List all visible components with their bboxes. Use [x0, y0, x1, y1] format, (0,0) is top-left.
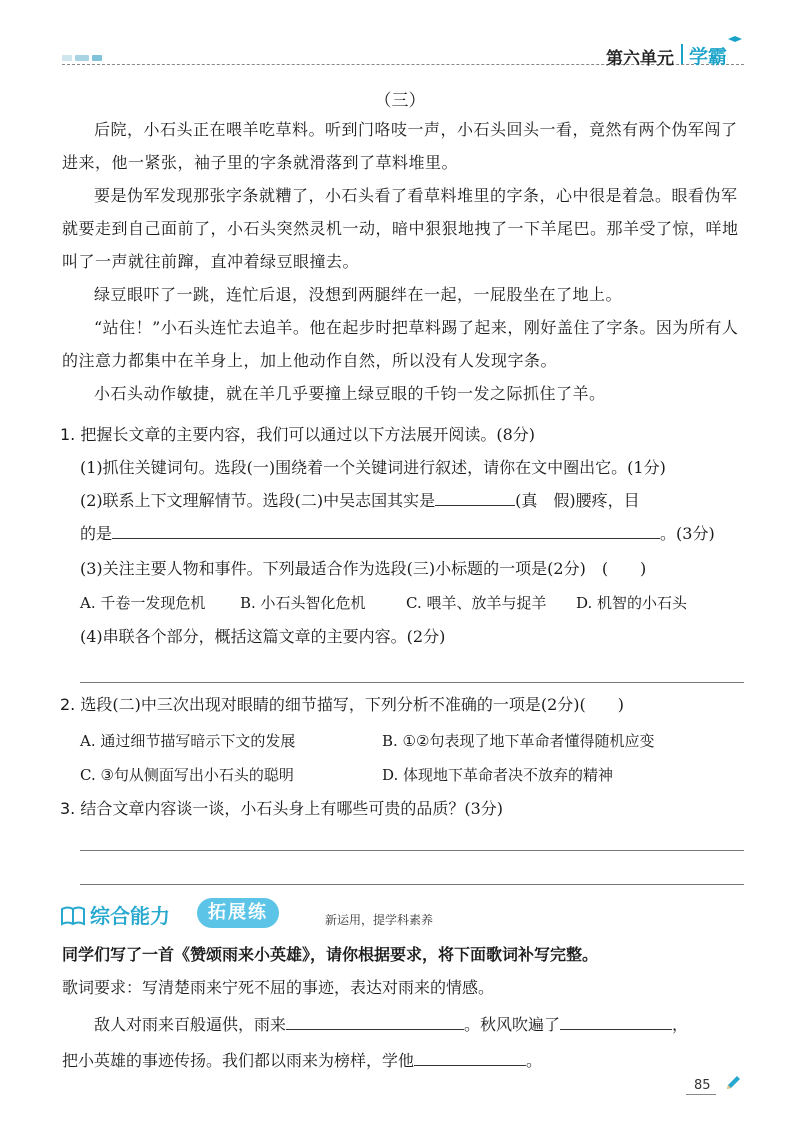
question-text: 结合文章内容谈一谈，小石头身上有哪些可贵的品质？(3分)	[80, 799, 504, 818]
option-a[interactable]: A. 千卷一发现危机	[80, 594, 206, 612]
section-title: （三）	[374, 91, 426, 111]
q1-sub-1: (1)抓住关键词句。选段(一)围绕着一个关键词进行叙述，请你在文中圈出它。(1分)	[80, 458, 666, 477]
lyric-text: 。	[526, 1051, 543, 1070]
q1-sub-2-purpose	[80, 517, 750, 550]
lyric-text: 把小英雄的事迹传扬。我们都以雨来为榜样，学他	[62, 1051, 415, 1070]
option-b[interactable]: B. 小石头智化危机	[240, 594, 366, 612]
q2-options-row-2	[80, 764, 613, 785]
answer-blank[interactable]	[435, 487, 515, 506]
unit-label: 第六单元	[606, 49, 674, 69]
option-b[interactable]: B. ①②句表现了地下革命者懂得随机应变	[382, 732, 655, 750]
lyric-text: ，	[672, 1015, 689, 1034]
footer-rule	[686, 1094, 716, 1095]
passage-paragraph-4: “站住！”小石头连忙去追羊。他在起步时把草料踢了起来，刚好盖住了字条。因为所有人的注意力都集中在羊身上，加上他动作自然，所以没有人发现字条。	[62, 318, 739, 370]
passage-paragraph-1: 后院，小石头正在喂羊吃草料。听到门咯吱一声，小石头回头一看，竟然有两个伪军闯了进来，他一紧张，袖子里的字条就滑落到了草料堆里。	[62, 120, 738, 172]
lyric-line-1	[62, 1008, 748, 1042]
question-number: 3.	[60, 799, 76, 818]
extension-requirement: 歌词要求：写清楚雨来宁死不屈的事迹，表达对雨来的情感。	[62, 978, 495, 997]
answer-blank[interactable]	[560, 1011, 672, 1030]
header-separator	[681, 44, 683, 64]
extension-title: 同学们写了一首《赞颂雨来小英雄》，请你根据要求，将下面歌词补写完整。	[62, 945, 599, 964]
passage-paragraph-3: 绿豆眼吓了一跳，连忙后退，没想到两腿绊在一起，一屁股坐在了地上。	[94, 285, 623, 304]
q1-sub-2-choice: (真 假)腰疼，目	[515, 491, 640, 510]
option-a[interactable]: A. 通过细节描写暗示下文的发展	[80, 732, 296, 750]
extension-subtitle: 新运用，提学科素养	[325, 913, 434, 927]
passage-paragraph-2: 要是伪军发现那张字条就糟了，小石头看了看草料堆里的字条，心中很是着急。眼看伪军就要走到自己面前了，小石头突然灵机一动，暗中狠狠地拽了一下羊尾巴。那羊受了惊，咩地叫了一声就往前蹿，直冲着绿豆眼撞去。	[62, 186, 739, 271]
book-icon	[60, 905, 86, 927]
brand-logo-text: 学霸	[689, 46, 728, 68]
answer-blank[interactable]	[112, 520, 660, 539]
q2-options-row-1	[80, 730, 654, 751]
question-number: 1.	[60, 425, 76, 444]
question-number: 2.	[60, 695, 76, 714]
lyric-text: 。秋风吹遍了	[464, 1015, 561, 1034]
q1-sub-4: (4)串联各个部分，概括这篇文章的主要内容。(2分)	[80, 627, 446, 646]
lyric-text: 敌人对雨来百般逼供，雨来	[94, 1015, 287, 1034]
option-c[interactable]: C. 喂羊、放羊与捉羊	[406, 594, 547, 612]
answer-blank[interactable]	[414, 1047, 526, 1066]
header-tab-decoration	[62, 46, 126, 58]
graduation-cap-icon	[728, 36, 742, 44]
q1-purpose-label: 的是	[80, 524, 113, 543]
answer-blank[interactable]	[286, 1011, 464, 1030]
extension-label: 综合能力	[90, 904, 170, 928]
question-text: 把握长文章的主要内容，我们可以通过以下方法展开阅读。(8分)	[80, 425, 536, 444]
pencil-icon	[724, 1074, 742, 1092]
option-d[interactable]: D. 机智的小石头	[576, 594, 688, 612]
q1-sub-3: (3)关注主要人物和事件。下列最适合作为选段(三)小标题的一项是(2分) ( )	[80, 559, 647, 578]
question-2	[60, 688, 750, 721]
page-number: 85	[694, 1078, 711, 1093]
question-1	[60, 418, 750, 451]
lyric-line-2	[62, 1044, 748, 1078]
question-text: 选段(二)中三次出现对眼睛的细节描写，下列分析不准确的一项是(2分)( )	[80, 695, 624, 714]
option-c[interactable]: C. ③句从侧面写出小石头的聪明	[80, 766, 294, 784]
q1-purpose-score: 。(3分)	[660, 524, 715, 543]
option-d[interactable]: D. 体现地下革命者决不放弃的精神	[382, 766, 614, 784]
q1-options	[80, 592, 687, 613]
q1-sub-2-text: (2)联系上下文理解情节。选段(二)中吴志国其实是	[80, 491, 436, 510]
answer-line[interactable]	[80, 850, 744, 851]
q1-sub-2	[80, 484, 750, 517]
question-3	[60, 792, 750, 825]
passage-paragraph-5: 小石头动作敏捷，就在羊几乎要撞上绿豆眼的千钧一发之际抓住了羊。	[94, 384, 606, 403]
extension-pill: 拓展练	[197, 898, 279, 928]
answer-line[interactable]	[80, 884, 744, 885]
answer-line[interactable]	[80, 682, 744, 683]
